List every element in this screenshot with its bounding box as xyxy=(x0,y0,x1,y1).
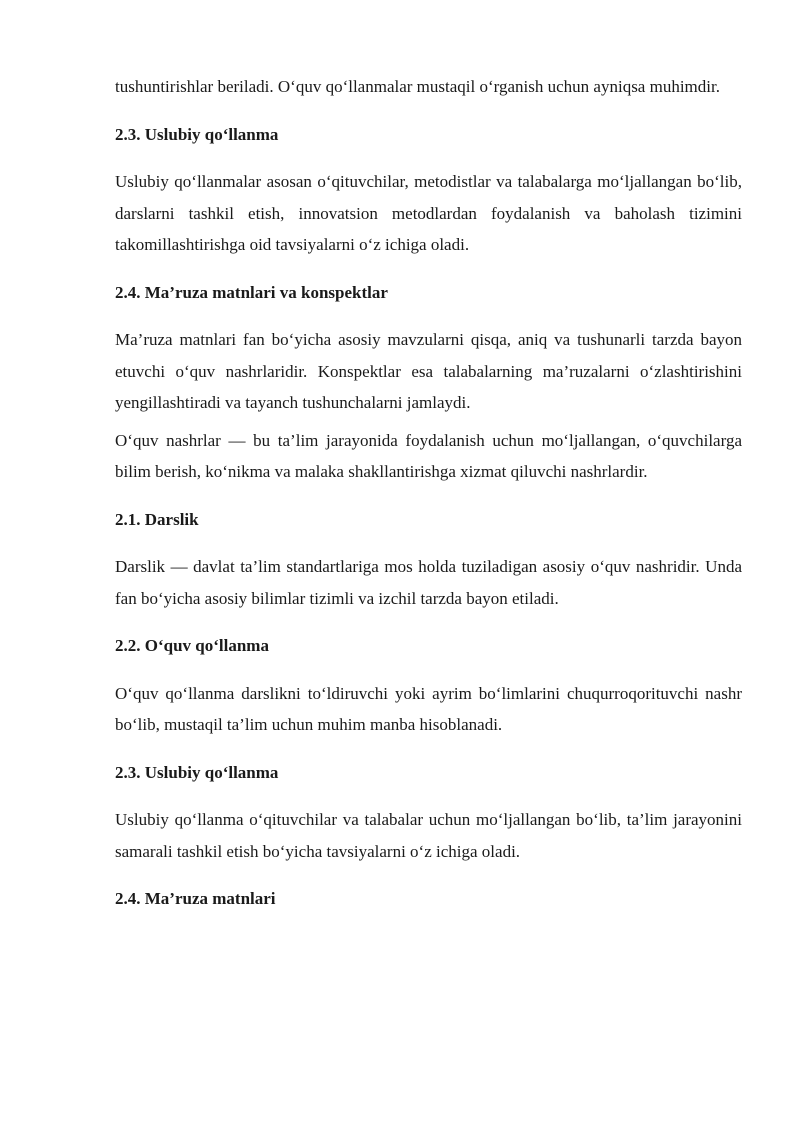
section-heading-oquv-qollanma: 2.2. O‘quv qo‘llanma xyxy=(115,636,269,655)
paragraph-uslubiy-qollanma: Uslubiy qo‘llanma o‘qituvchilar va talabalar uchun mo‘ljallangan bo‘lib, ta’lim jarayonini samarali tashkil etish bo‘yicha tavsiyalarni o‘z ichiga oladi. xyxy=(115,810,742,861)
paragraph-darslik: Darslik — davlat ta’lim standartlariga mos holda tuziladigan asosiy o‘quv nashridir. Unda fan bo‘yicha asosiy bilimlar tizimli va izchil tarzda bayon etiladi. xyxy=(115,557,742,608)
document-page xyxy=(115,71,742,915)
section-heading-maruza-matnlari-konspektlar: 2.4. Ma’ruza matnlari va konspektlar xyxy=(115,282,388,302)
section-heading-maruza-matnlari: 2.4. Ma’ruza matnlari xyxy=(115,889,276,908)
paragraph-oquv-qollanma: O‘quv qo‘llanma darslikni to‘ldiruvchi yoki ayrim bo‘limlarini chuqurroqorituvchi nashr bo‘lib, mustaqil ta’lim uchun muhim manba hisoblanadi. xyxy=(115,683,742,734)
section-heading-darslik: 2.1. Darslik xyxy=(115,509,199,529)
paragraph-maruza-matnlari: Ma’ruza matnlari fan bo‘yicha asosiy mavzularni qisqa, aniq va tushunarli tarzda bayon etuvchi o‘quv nashrlaridir. Konspektlar esa talabalarning ma’ruzalarni o‘zlashtirishini yengillashtiradi va tayanch tushunchalarni jamlaydi. xyxy=(115,330,742,412)
paragraph-oquv-nashrlar: O‘quv nashrlar — bu ta’lim jarayonida foydalanish uchun mo‘ljallangan, o‘quvchilarga bilim berish, ko‘nikma va malaka shakllantirishga xizmat qiluvchi nashrlardir. xyxy=(115,430,742,481)
section-heading-uslubiy-qollanma: 2.3. Uslubiy qo‘llanma xyxy=(115,124,279,144)
paragraph-uslubiy-qollanmalar: Uslubiy qo‘llanmalar asosan o‘qituvchilar, metodistlar va talabalarga mo‘ljallangan bo‘lib, darslarni tashkil etish, innovatsion metodlardan foydalanish va baholash tizimini takomillashtirishga oid tavsiyalarni o‘z ichiga oladi. xyxy=(115,172,742,254)
paragraph-intro-continuation: tushuntirishlar beriladi. O‘quv qo‘llanmalar mustaqil o‘rganish uchun ayniqsa muhimdir. xyxy=(115,77,720,96)
section-heading-uslubiy-qollanma-2: 2.3. Uslubiy qo‘llanma xyxy=(115,762,279,782)
